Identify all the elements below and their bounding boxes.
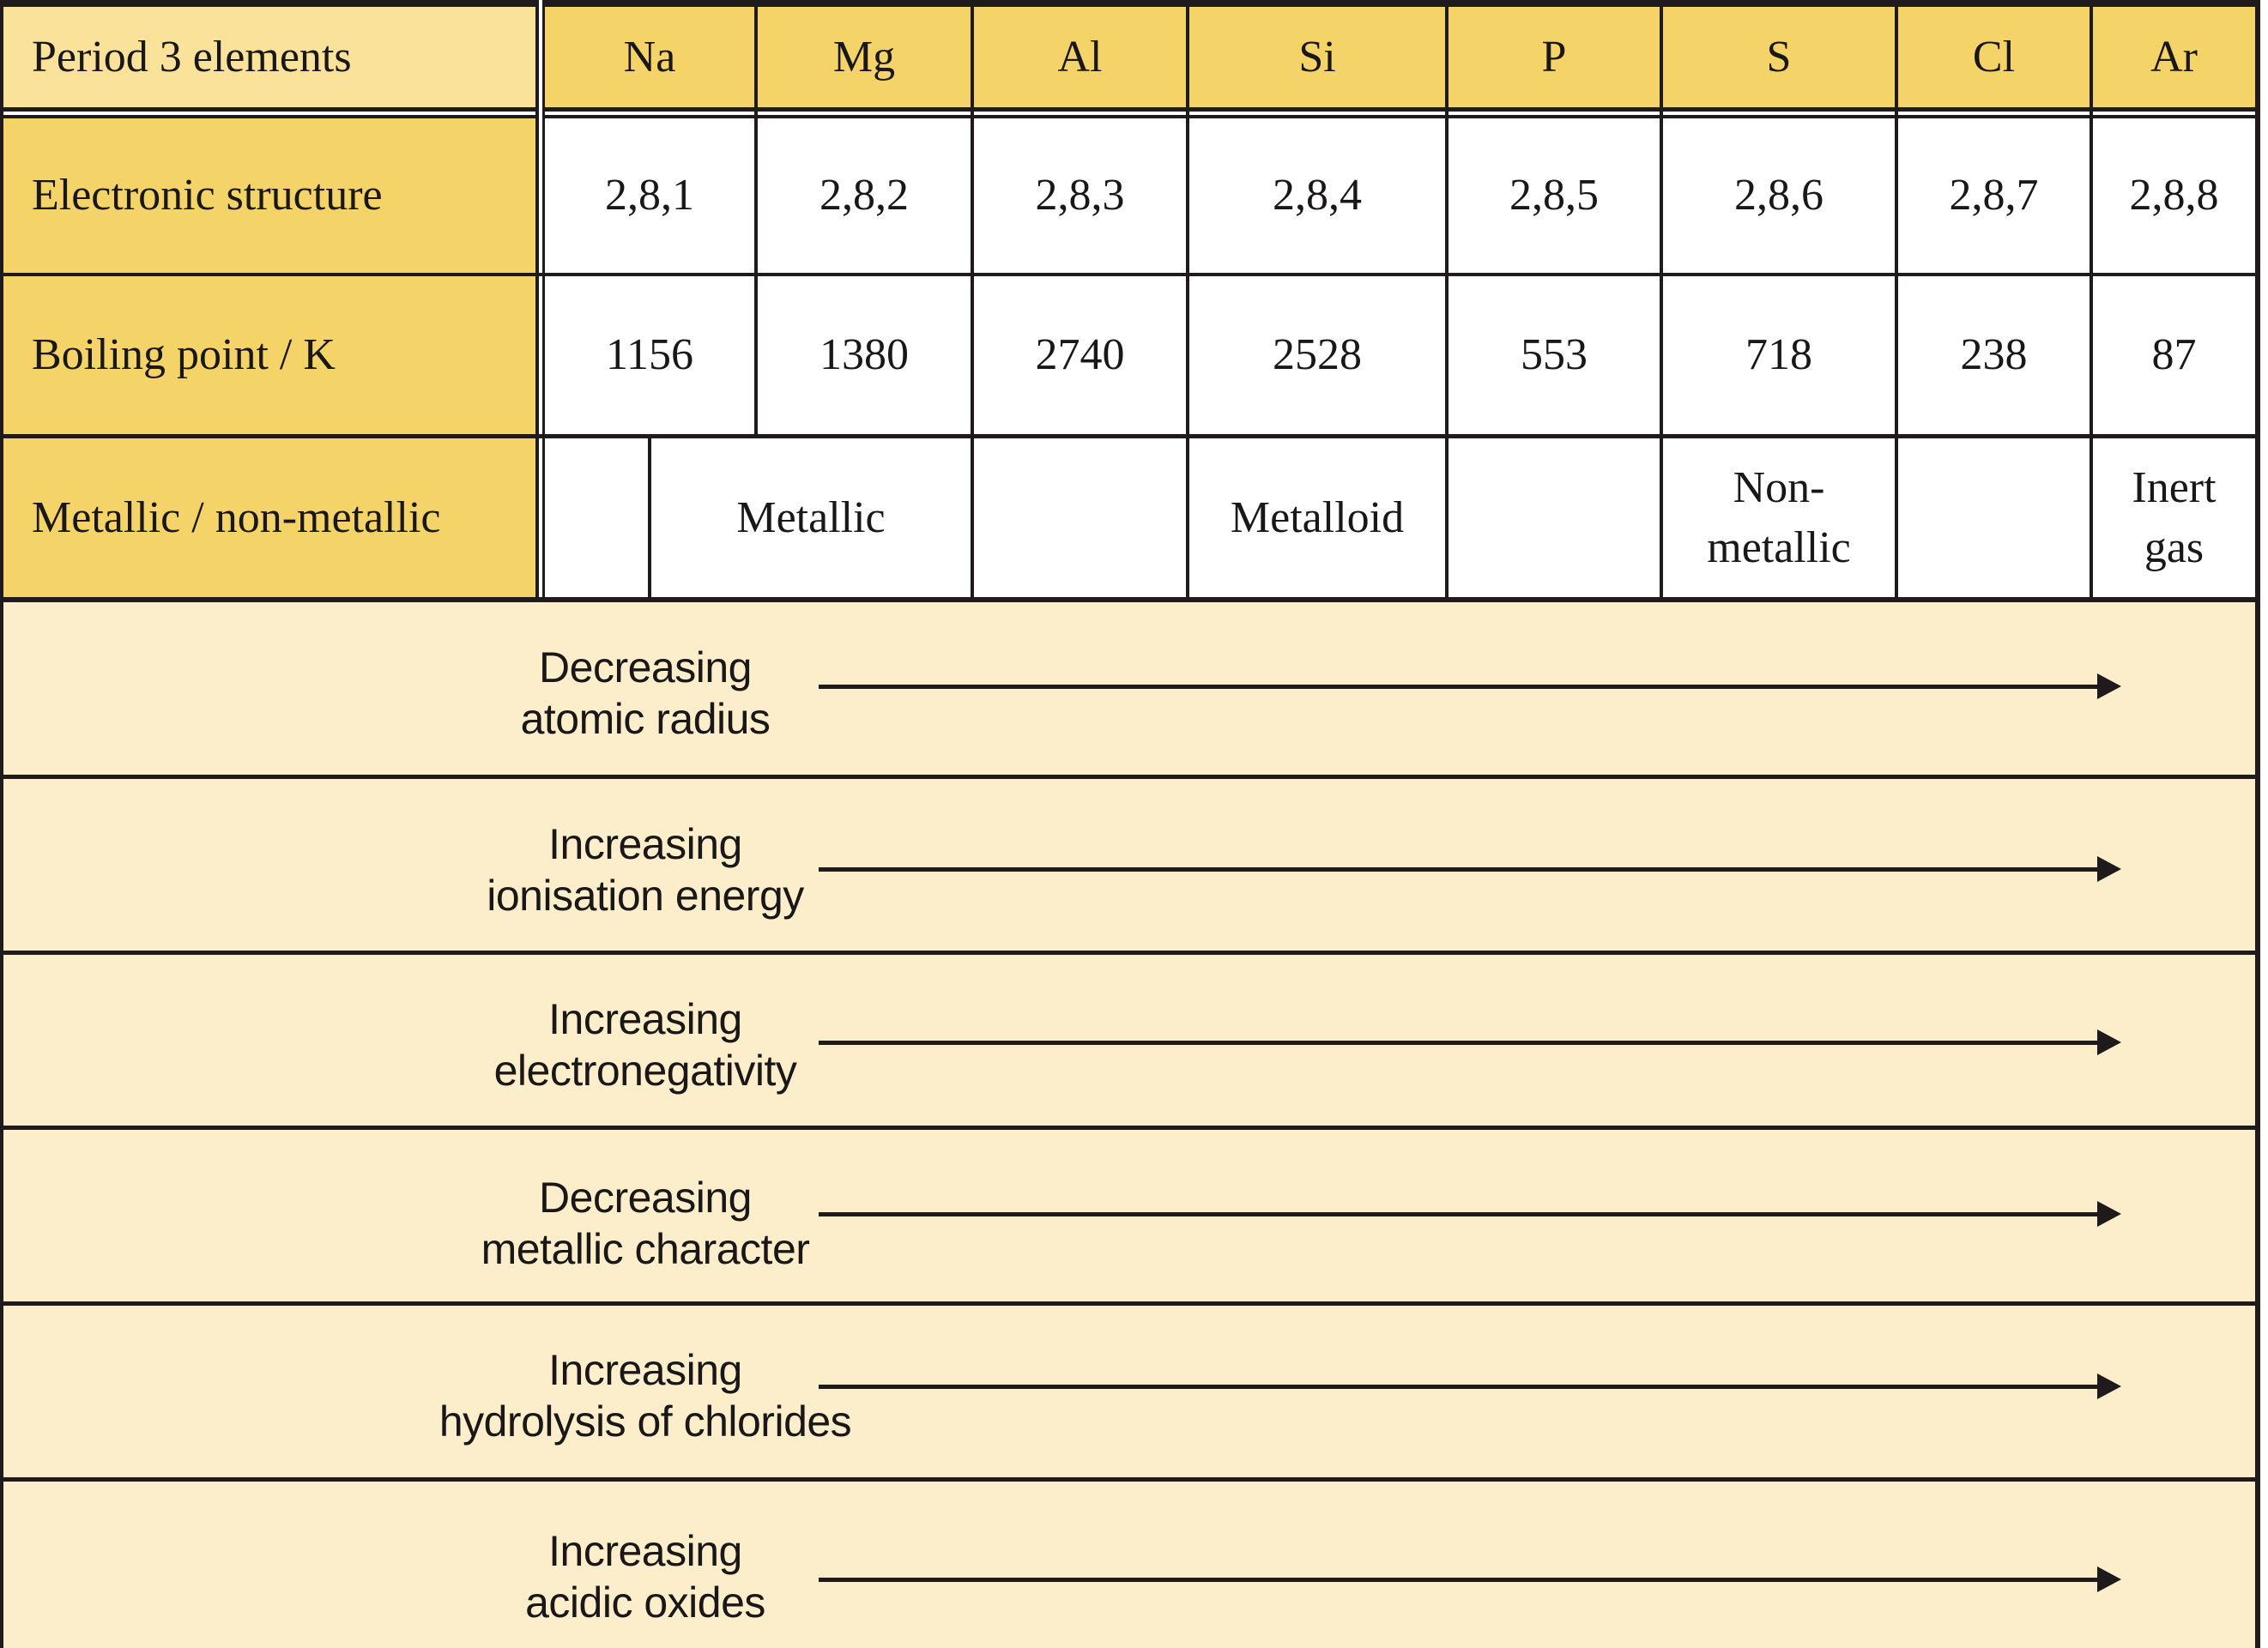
header-bottom-line — [0, 107, 2260, 112]
cell-value: 718 — [1745, 330, 1812, 379]
trend-line-4 — [0, 1301, 2260, 1306]
element-symbol: Si — [1298, 32, 1336, 81]
trend-line-5 — [0, 1477, 2260, 1482]
border-right — [2255, 0, 2260, 1648]
element-header-si — [1189, 7, 1445, 107]
element-symbol: Mg — [832, 32, 896, 81]
right-arrow-icon — [819, 1567, 2123, 1592]
electronic-structure-mg — [758, 118, 971, 273]
element-symbol: Al — [1057, 32, 1103, 81]
cell-value: 2,8,7 — [1949, 171, 2039, 220]
trend-label-acidic-oxides — [525, 1525, 765, 1628]
cell-value: 2,8,5 — [1509, 171, 1599, 220]
trend-label-line2: ionisation energy — [487, 872, 804, 920]
element-symbol: P — [1541, 32, 1567, 81]
row-label-metallic — [3, 438, 535, 597]
element-header-al — [974, 7, 1186, 107]
header-label: Period 3 elements — [32, 32, 352, 81]
border-top — [0, 0, 2260, 7]
element-symbol: Ar — [2150, 32, 2198, 81]
electronic-structure-al — [974, 118, 1186, 273]
trend-label-line1: Decreasing — [539, 1174, 752, 1222]
cell-value: 2,8,4 — [1273, 171, 1362, 220]
right-arrow-icon — [819, 1201, 2123, 1227]
metallic-group-inert-gas — [2093, 438, 2255, 597]
electronic-structure-cl — [1898, 118, 2090, 273]
trend-label-atomic-radius — [521, 642, 771, 745]
boiling-point-al — [974, 276, 1186, 434]
element-header-p — [1448, 7, 1660, 107]
trend-label-line1: Increasing — [548, 1527, 742, 1575]
boiling-point-s — [1663, 276, 1895, 434]
trend-line-1 — [0, 775, 2260, 779]
cell-value: 2,8,8 — [2129, 171, 2219, 220]
trend-label-line2: electronegativity — [493, 1047, 797, 1095]
boiling-point-na — [545, 276, 754, 434]
element-symbol: Cl — [1972, 32, 2016, 81]
trend-label-line1: Increasing — [548, 820, 742, 868]
cell-value: 1156 — [605, 330, 694, 379]
right-arrow-icon — [819, 856, 2123, 882]
trend-label-line1: Increasing — [548, 995, 742, 1043]
trend-line-2 — [0, 951, 2260, 955]
boiling-point-cl — [1898, 276, 2090, 434]
electronic-structure-si — [1189, 118, 1445, 273]
row-label-electronic-structure — [3, 118, 535, 273]
boiling-point-mg — [758, 276, 971, 434]
trend-label-line2: acidic oxides — [525, 1579, 765, 1627]
row-label-boiling-point — [3, 276, 535, 434]
classification-label-line2: metallic — [1707, 522, 1851, 572]
trend-label-ionisation-energy — [487, 818, 804, 921]
label-divider-gap — [539, 0, 542, 601]
element-header-ar — [2093, 7, 2255, 107]
electronic-structure-p — [1448, 118, 1660, 273]
right-arrow-icon — [819, 1029, 2123, 1055]
cell-value: 1380 — [820, 330, 909, 379]
element-symbol: S — [1766, 32, 1792, 81]
classification-label: Metalloid — [1230, 492, 1405, 542]
boiling-point-si — [1189, 276, 1445, 434]
element-header-mg — [758, 7, 971, 107]
classification-label: Metallic — [736, 492, 886, 542]
metallic-group-metalloid — [1189, 438, 1445, 597]
cell-value: 2,8,3 — [1035, 171, 1125, 220]
element-header-na — [545, 7, 754, 107]
cell-value: 553 — [1521, 330, 1588, 379]
trend-label-line2: metallic character — [481, 1225, 810, 1273]
row-label: Boiling point / K — [32, 330, 336, 379]
header-label-cell — [3, 7, 535, 107]
classification-label-line2: gas — [2144, 522, 2204, 572]
boiling-point-ar — [2093, 276, 2255, 434]
trend-label-hydrolysis-of-chlorides — [439, 1344, 851, 1447]
classification-label-line1: Non- — [1733, 462, 1825, 512]
trend-label-electronegativity — [494, 993, 797, 1096]
trend-label-line1: Decreasing — [539, 643, 752, 691]
row-label: Electronic structure — [32, 171, 383, 220]
element-symbol: Na — [623, 32, 676, 81]
trend-label-metallic-character — [481, 1172, 810, 1275]
electronic-structure-na — [545, 118, 754, 273]
cell-value: 2,8,2 — [820, 171, 909, 220]
trend-line-3 — [0, 1126, 2260, 1130]
right-arrow-icon — [819, 1373, 2123, 1399]
cell-value: 2528 — [1273, 330, 1362, 379]
trend-area-bg — [0, 601, 2259, 1648]
row-line-3 — [0, 597, 2260, 602]
element-header-s — [1663, 7, 1895, 107]
cell-value: 2,8,1 — [605, 171, 694, 220]
cell-value: 2740 — [1035, 330, 1125, 379]
cell-value: 238 — [1960, 330, 2028, 379]
element-header-cl — [1898, 7, 2090, 107]
trend-label-line1: Increasing — [548, 1346, 742, 1394]
cell-value: 87 — [2151, 330, 2197, 379]
electronic-structure-ar — [2093, 118, 2255, 273]
cell-value: 2,8,6 — [1734, 171, 1823, 220]
metallic-group-metallic — [651, 438, 971, 597]
trend-label-line2: hydrolysis of chlorides — [438, 1397, 852, 1446]
classification-label-line1: Inert — [2132, 462, 2217, 512]
boiling-point-p — [1448, 276, 1660, 434]
metallic-group-non-metallic — [1663, 438, 1895, 597]
trend-label-line2: atomic radius — [520, 695, 771, 743]
right-arrow-icon — [819, 673, 2123, 699]
electronic-structure-s — [1663, 118, 1895, 273]
row-label: Metallic / non-metallic — [32, 492, 441, 542]
